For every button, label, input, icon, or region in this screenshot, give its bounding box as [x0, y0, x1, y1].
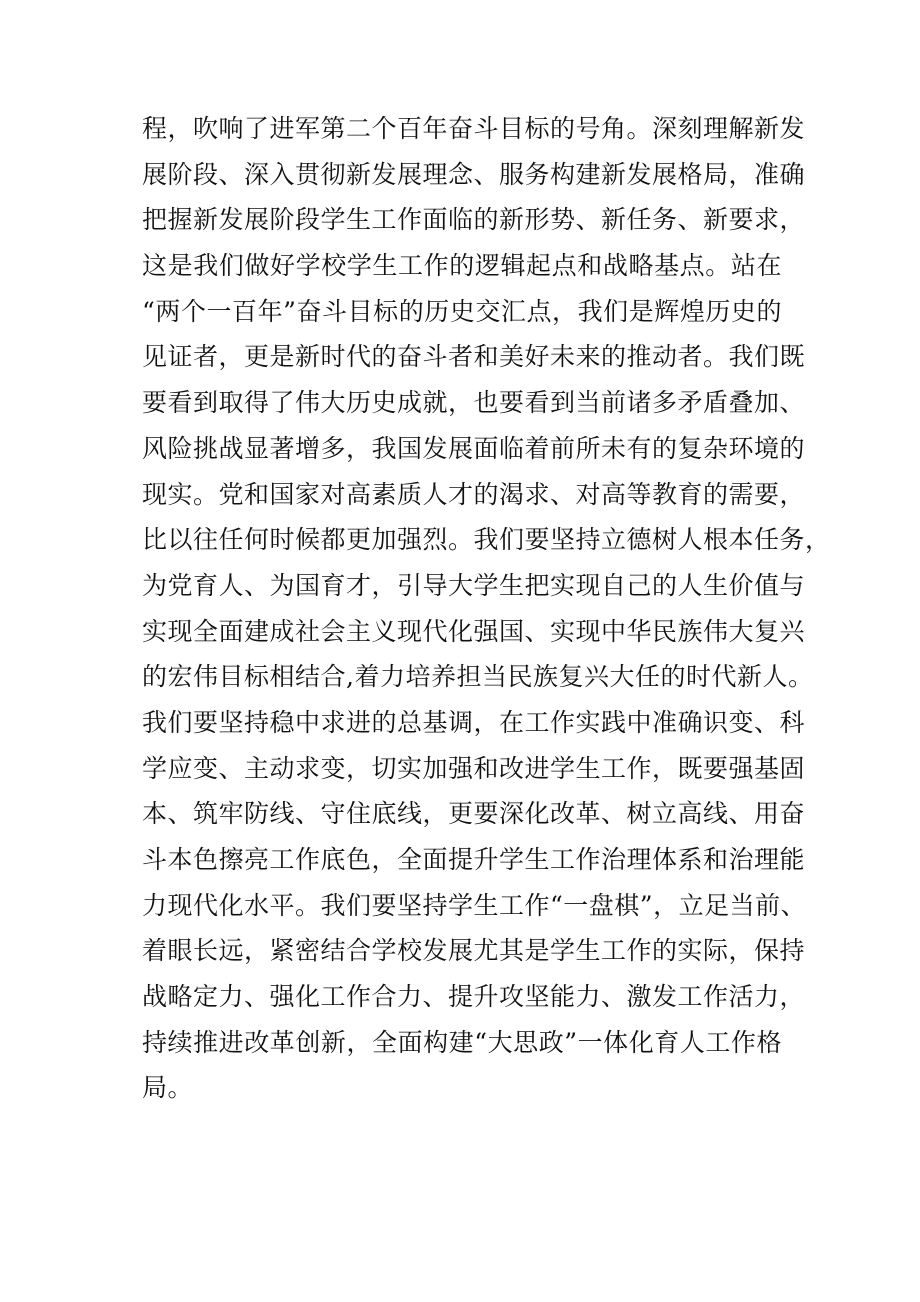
text-line: 把握新发展阶段学生工作面临的新形势、新任务、新要求， [142, 205, 806, 235]
text-line: 战略定力、强化工作合力、提升攻坚能力、激发工作活力， [142, 982, 806, 1012]
text-line: 本、筑牢防线、守住底线，更要深化改革、树立高线、用奋 [142, 799, 806, 829]
text-line: 要看到取得了伟大历史成就，也要看到当前诸多矛盾叠加、 [142, 388, 806, 418]
text-line: 见证者，更是新时代的奋斗者和美好未来的推动者。我们既 [142, 342, 806, 372]
text-line: 比以往任何时候都更加强烈。我们要坚持立德树人根本任务， [142, 525, 831, 555]
text-line: 风险挑战显著增多，我国发展面临着前所未有的复杂环境的 [142, 433, 806, 463]
text-line: 程，吹响了进军第二个百年奋斗目标的号角。深刻理解新发 [142, 114, 806, 143]
text-line: 我们要坚持稳中求进的总基调，在工作实践中准确识变、科 [142, 707, 806, 737]
text-line: 学应变、主动求变，切实加强和改进学生工作，既要强基固 [142, 753, 806, 783]
text-line: 着眼长远，紧密结合学校发展尤其是学生工作的实际，保持 [142, 936, 806, 966]
text-line: 斗本色擦亮工作底色，全面提升学生工作治理体系和治理能 [142, 845, 806, 874]
text-line: 这是我们做好学校学生工作的逻辑起点和战略基点。站在 [142, 251, 782, 281]
body-paragraph [142, 106, 831, 1111]
text-line: 力现代化水平。我们要坚持学生工作“一盘棋”，立足当前、 [142, 890, 807, 920]
text-line: 为党育人、为国育才，引导大学生把实现自己的人生价值与 [142, 570, 806, 600]
text-line: 的宏伟目标相结合,着力培养担当民族复兴大任的时代新人。 [142, 662, 814, 692]
text-line: 现实。党和国家对高素质人才的渴求、对高等教育的需要， [142, 479, 806, 509]
text-line: “两个一百年”奋斗目标的历史交汇点，我们是辉煌历史的 [142, 296, 782, 326]
text-line: 实现全面建成社会主义现代化强国、实现中华民族伟大复兴 [142, 616, 806, 646]
text-line: 展阶段、深入贯彻新发展理念、服务构建新发展格局，准确 [142, 159, 806, 189]
text-line: 持续推进改革创新，全面构建“大思政”一体化育人工作格 [142, 1027, 782, 1057]
text-line-last: 局。 [142, 1073, 194, 1103]
